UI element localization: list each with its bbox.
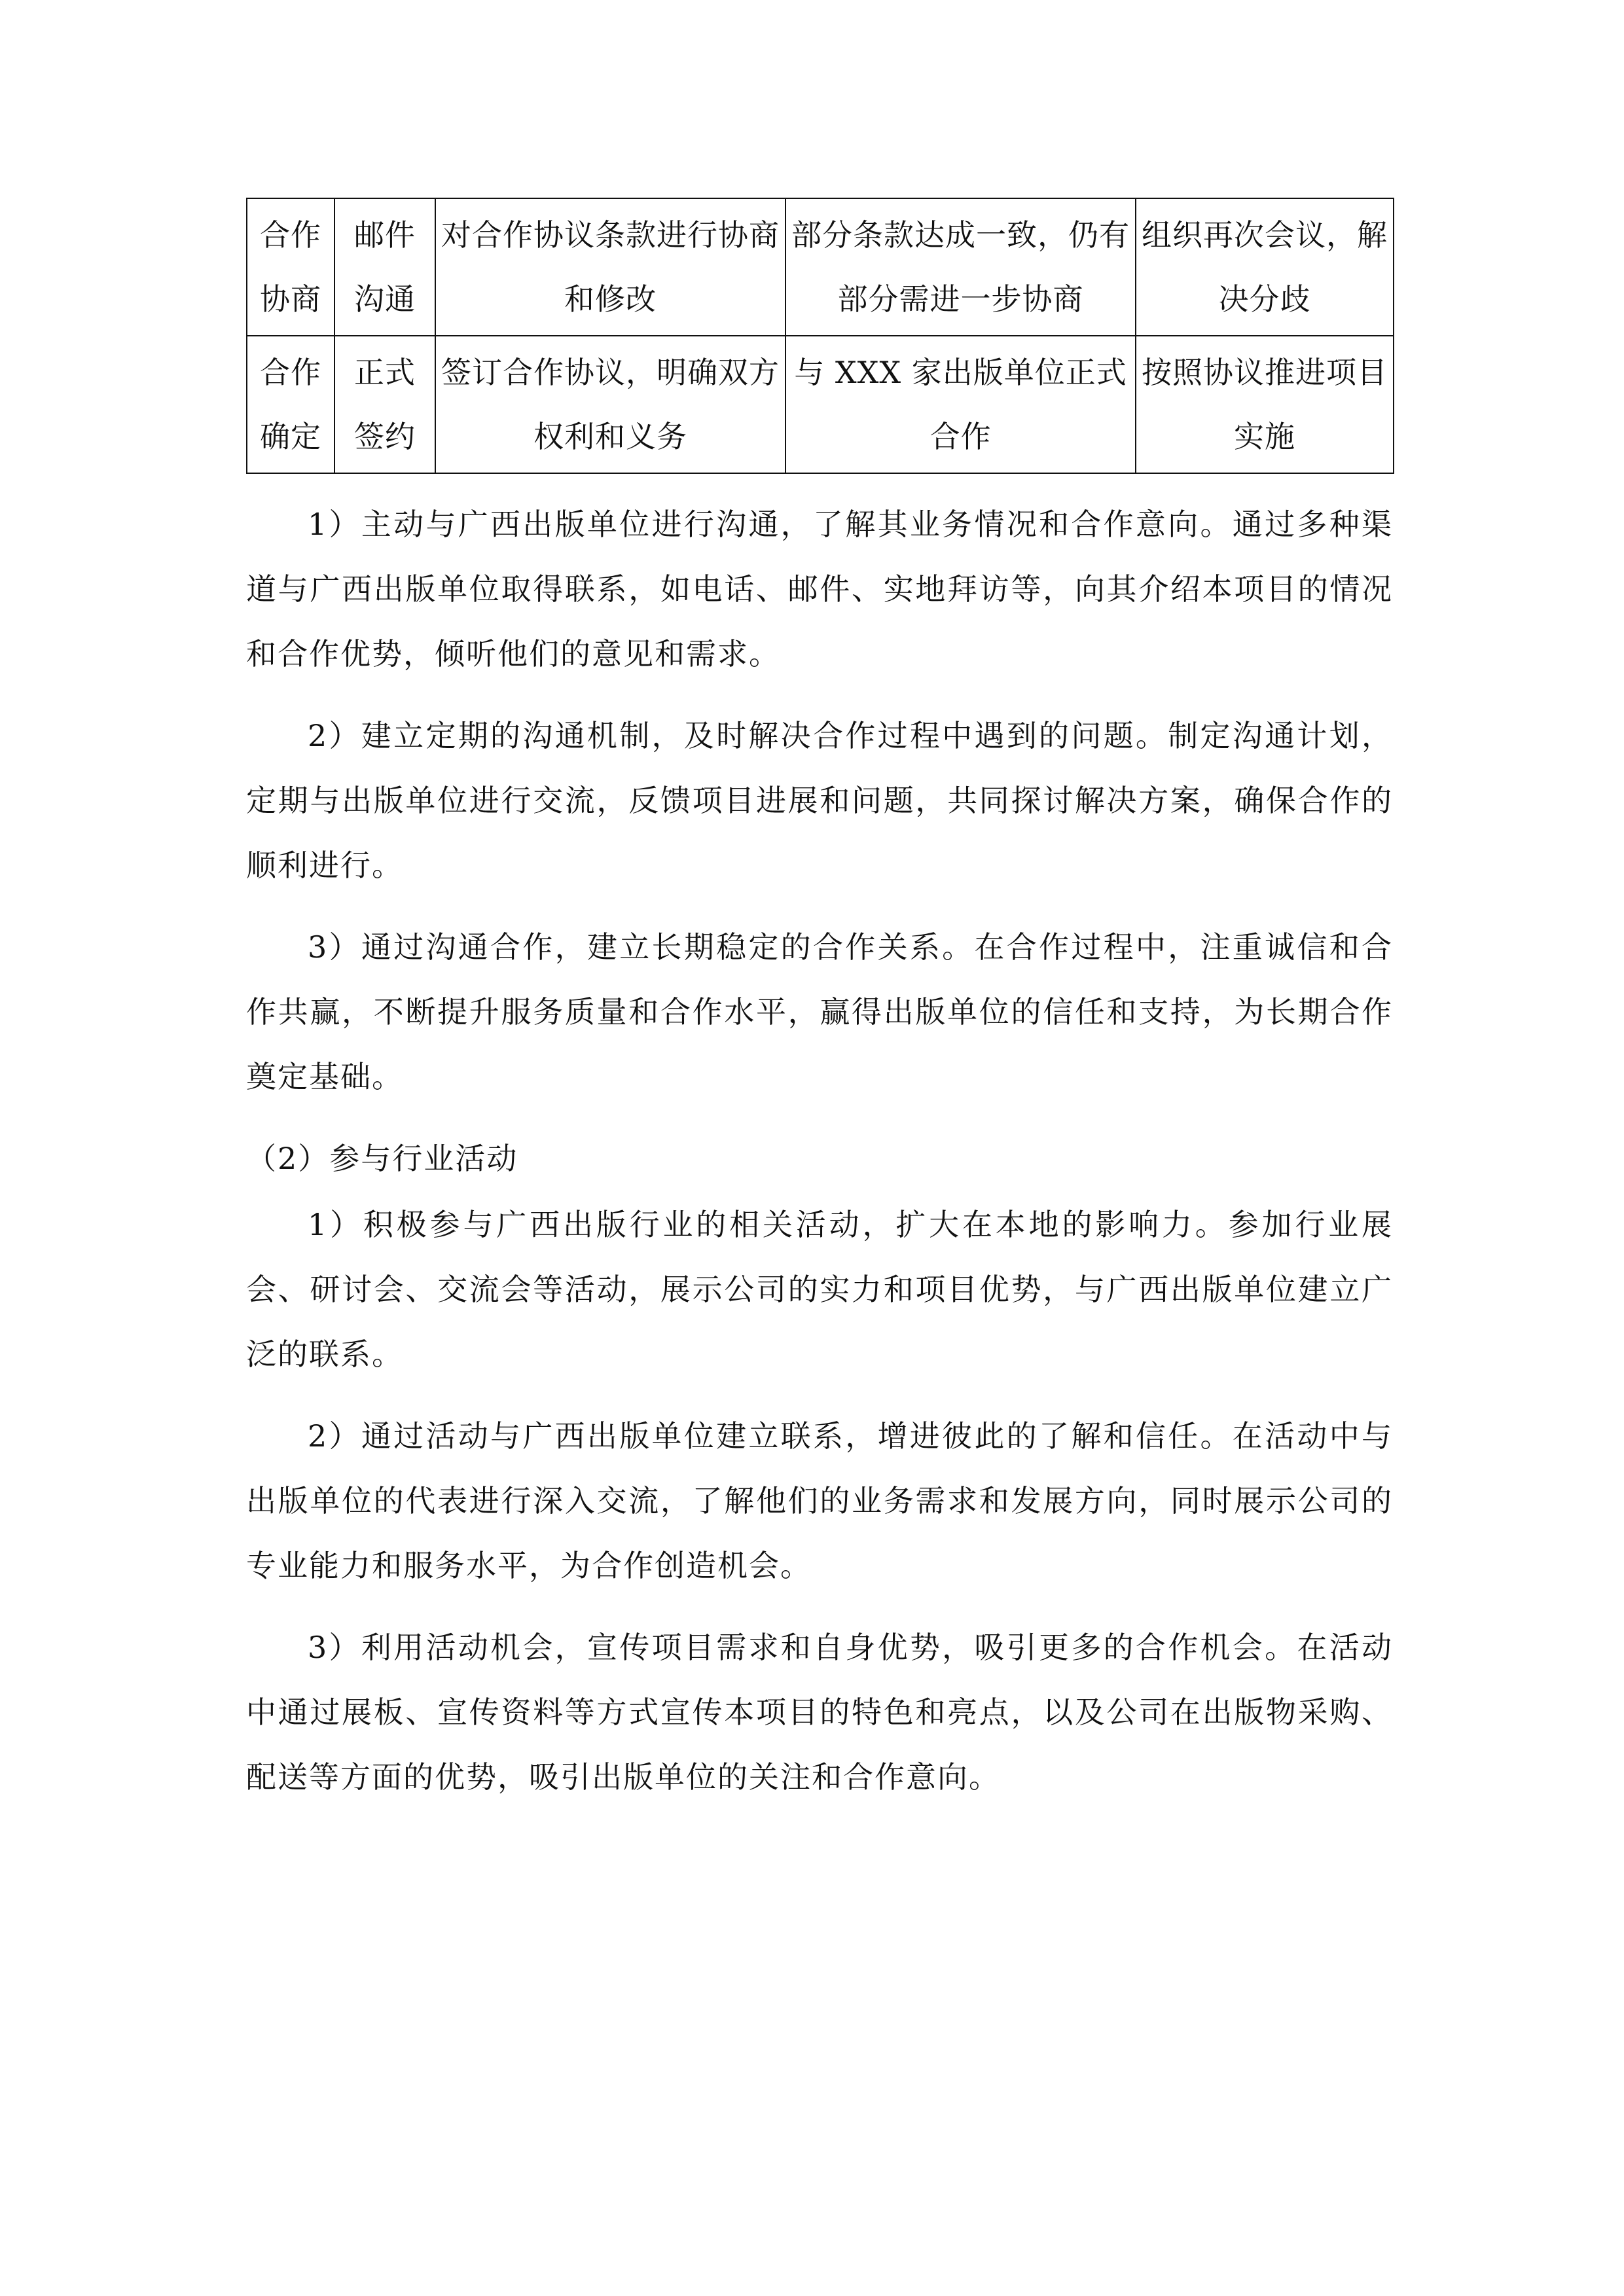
table-cell-result: 部分条款达成一致，仍有部分需进一步协商: [785, 198, 1136, 336]
paragraph: 2）通过活动与广西出版单位建立联系，增进彼此的了解和信任。在活动中与出版单位的代表进行深入交流，了解他们的业务需求和发展方向，同时展示公司的专业能力和服务水平，为合作创造机会。: [246, 1418, 1393, 1583]
table-cell-stage: 合作确定: [247, 336, 334, 473]
cooperation-table: [246, 198, 1394, 474]
paragraph: 2）建立定期的沟通机制，及时解决合作过程中遇到的问题。制定沟通计划，定期与出版单位进行交流，反馈项目进展和问题，共同探讨解决方案，确保合作的顺利进行。: [246, 718, 1393, 883]
table-row: [247, 336, 1394, 473]
table-cell-next-step: 组织再次会议，解决分歧: [1136, 198, 1394, 336]
body-text: [246, 492, 1393, 1827]
table-cell-content: 对合作协议条款进行协商和修改: [435, 198, 785, 336]
table-cell-result: 与 XXX 家出版单位正式合作: [785, 336, 1136, 473]
table-cell-method: 正式签约: [334, 336, 435, 473]
table-cell-content: 签订合作协议，明确双方权利和义务: [435, 336, 785, 473]
paragraph: 1）积极参与广西出版行业的相关活动，扩大在本地的影响力。参加行业展会、研讨会、交流会等活动，展示公司的实力和项目优势，与广西出版单位建立广泛的联系。: [246, 1207, 1393, 1372]
table-row: [247, 198, 1394, 336]
table-cell-next-step: 按照协议推进项目实施: [1136, 336, 1394, 473]
table-cell-stage: 合作协商: [247, 198, 334, 336]
paragraph: 3）利用活动机会，宣传项目需求和自身优势，吸引更多的合作机会。在活动中通过展板、宣传资料等方式宣传本项目的特色和亮点，以及公司在出版物采购、配送等方面的优势，吸引出版单位的关注和合作意向。: [246, 1630, 1393, 1795]
paragraph: 1）主动与广西出版单位进行沟通，了解其业务情况和合作意向。通过多种渠道与广西出版单位取得联系，如电话、邮件、实地拜访等，向其介绍本项目的情况和合作优势，倾听他们的意见和需求。: [246, 507, 1393, 672]
section-heading: （2）参与行业活动: [246, 1141, 518, 1176]
table-cell-method: 邮件沟通: [334, 198, 435, 336]
paragraph: 3）通过沟通合作，建立长期稳定的合作关系。在合作过程中，注重诚信和合作共赢，不断提升服务质量和合作水平，赢得出版单位的信任和支持，为长期合作奠定基础。: [246, 929, 1393, 1094]
